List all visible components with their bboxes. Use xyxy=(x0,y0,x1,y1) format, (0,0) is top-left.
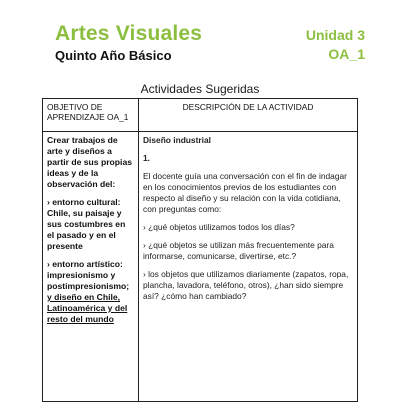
description-column-header: DESCRIPCIÓN DE LA ACTIVIDAD xyxy=(139,99,358,132)
unit-label: Unidad 3 xyxy=(305,27,365,43)
section-title: Actividades Sugeridas xyxy=(140,82,260,96)
oa-label: OA_1 xyxy=(328,46,365,62)
objective-cultural: › entorno cultural: Chile, su paisaje y sus costumbres en el pasado y en el presente xyxy=(47,197,126,251)
activity-title: Diseño industrial xyxy=(143,135,211,145)
document-header xyxy=(55,22,365,62)
table-header-row xyxy=(43,99,358,132)
objective-artistic-a: › entorno artístico: impresionismo y postimpresionismo; xyxy=(47,259,130,291)
subject-title: Artes Visuales xyxy=(55,22,203,45)
question-2: › ¿qué objetos se utilizan más frecuentemente para informarse, comunicarse, divertirse, etc.? xyxy=(143,240,334,261)
objective-artistic-b: y diseño en Chile, Latinoamérica y del resto del mundo xyxy=(47,292,128,324)
question-1: › ¿qué objetos utilizamos todos los días? xyxy=(143,222,295,232)
table-row xyxy=(43,132,358,402)
activity-number: 1. xyxy=(143,153,150,163)
activities-table xyxy=(42,98,358,402)
grade-label: Quinto Año Básico xyxy=(55,48,172,63)
objective-artistic xyxy=(47,259,134,325)
objective-intro: Crear trabajos de arte y diseños a partir de sus propias ideas y de la observación del: xyxy=(47,135,133,189)
activity-intro: El docente guía una conversación con el fin de indagar en los conocimientos previos de los estudiantes con respecto al diseño y su relación con la vida cotidiana, con preguntas como: xyxy=(143,171,347,214)
objective-column-header: OBJETIVO DE APRENDIZAJE OA_1 xyxy=(43,99,139,132)
description-cell xyxy=(139,132,358,402)
objective-cell xyxy=(43,132,139,402)
question-3: › los objetos que utilizamos diariamente (zapatos, ropa, plancha, lavadora, teléfono, otros), ¿han sido siempre así? ¿cómo han cambiado? xyxy=(143,269,349,301)
